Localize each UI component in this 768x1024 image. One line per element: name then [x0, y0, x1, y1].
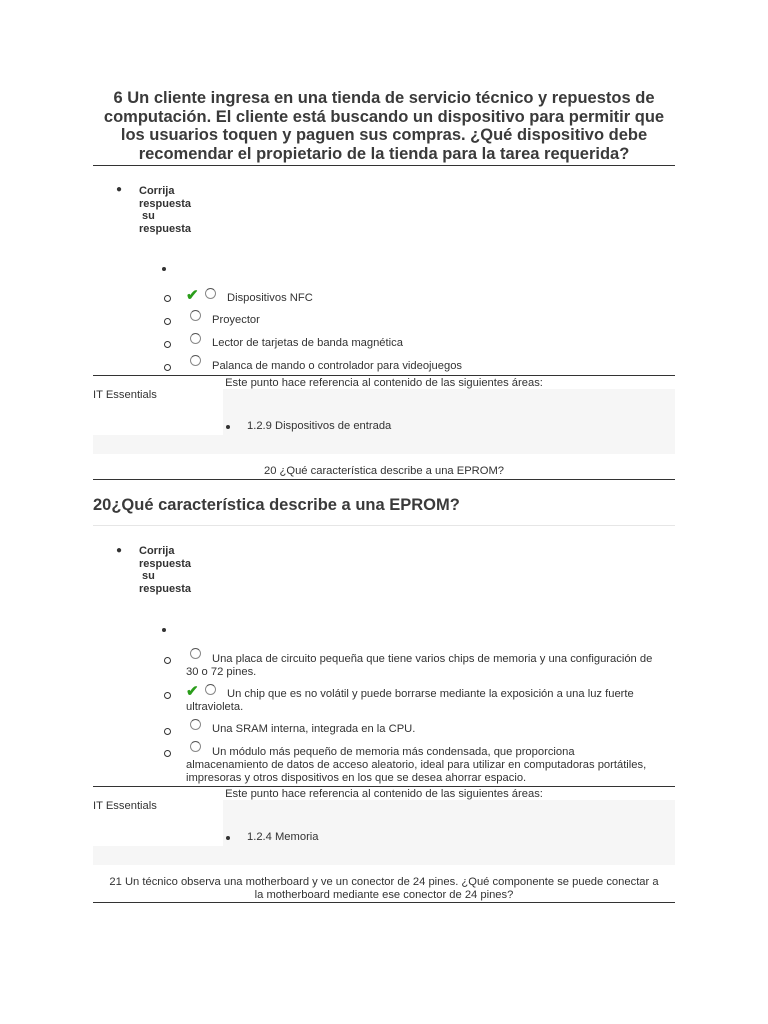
reference-intro: Este punto hace referencia al contenido de las siguientes áreas: [225, 788, 543, 800]
section-divider [93, 375, 675, 376]
radio-icon[interactable] [205, 288, 216, 299]
reference-item[interactable]: 1.2.9 Dispositivos de entrada [247, 420, 392, 432]
question-6-title: 6 Un cliente ingresa en una tienda de servicio técnico y repuestos de computación. El cliente está buscando un dispositivo para permitir que los usuarios toquen y paguen sus compras. ¿Qué dispositivo debe recomendar el propietario de la tienda para la tarea requerida? [103, 89, 665, 163]
list-marker [164, 295, 171, 302]
next-question-line1[interactable]: 21 Un técnico observa una motherboard y ve un conector de 24 pines. ¿Qué componente se puede conectar a [109, 876, 659, 888]
list-marker [164, 750, 171, 757]
list-marker [164, 364, 171, 371]
answer-label: Corrija respuesta su respuesta [139, 185, 191, 235]
question-20-title: 20¿Qué característica describe a una EPROM? [93, 496, 460, 514]
radio-icon[interactable] [190, 719, 201, 730]
title-divider [93, 165, 675, 166]
option-nfc[interactable]: Dispositivos NFC [227, 292, 313, 304]
next-question-label[interactable]: 20 ¿Qué característica describe a una EPROM? [263, 465, 505, 477]
check-icon: ✔ [186, 683, 199, 700]
reference-box [93, 800, 675, 865]
list-bullet [226, 836, 230, 840]
list-bullet: ● [116, 184, 123, 195]
title-divider [93, 525, 675, 526]
section-divider [93, 479, 675, 480]
radio-icon[interactable] [190, 355, 201, 366]
reference-category: IT Essentials [93, 389, 157, 401]
list-marker [164, 657, 171, 664]
option-simm-cont[interactable]: 30 o 72 pines. [186, 666, 257, 678]
reference-item[interactable]: 1.2.4 Memoria [247, 831, 319, 843]
option-eprom-cont[interactable]: ultravioleta. [186, 701, 244, 713]
option-simm[interactable]: Una placa de circuito pequeña que tiene varios chips de memoria y una configuración de [212, 653, 653, 665]
list-bullet [162, 628, 166, 632]
list-marker [164, 341, 171, 348]
option-sodimm-cont[interactable]: almacenamiento de datos de acceso aleatorio, ideal para utilizar en computadoras portátiles, [186, 759, 647, 771]
option-joystick[interactable]: Palanca de mando o controlador para videojuegos [212, 360, 463, 372]
list-marker [164, 318, 171, 325]
list-bullet: ● [116, 545, 123, 556]
option-magnetic-reader[interactable]: Lector de tarjetas de banda magnética [212, 337, 403, 349]
radio-icon[interactable] [205, 684, 216, 695]
section-divider [93, 902, 675, 903]
option-eprom[interactable]: Un chip que es no volátil y puede borrarse mediante la exposición a una luz fuerte [227, 688, 634, 700]
reference-category: IT Essentials [93, 800, 157, 812]
section-divider [93, 786, 675, 787]
check-icon: ✔ [186, 287, 199, 304]
reference-intro: Este punto hace referencia al contenido de las siguientes áreas: [225, 377, 543, 389]
option-sodimm-cont2[interactable]: impresoras y otros dispositivos en los que se desea ahorrar espacio. [186, 772, 527, 784]
list-marker [164, 692, 171, 699]
list-bullet [162, 267, 166, 271]
radio-icon[interactable] [190, 648, 201, 659]
answer-label: Corrija respuesta su respuesta [139, 545, 191, 595]
list-bullet [226, 425, 230, 429]
option-sodimm[interactable]: Un módulo más pequeño de memoria más condensada, que proporciona [212, 746, 575, 758]
list-marker [164, 728, 171, 735]
radio-icon[interactable] [190, 741, 201, 752]
next-question-line2[interactable]: la motherboard mediante ese conector de 24 pines? [254, 889, 514, 901]
option-projector[interactable]: Proyector [212, 314, 260, 326]
radio-icon[interactable] [190, 333, 201, 344]
radio-icon[interactable] [190, 310, 201, 321]
option-sram[interactable]: Una SRAM interna, integrada en la CPU. [212, 723, 416, 735]
